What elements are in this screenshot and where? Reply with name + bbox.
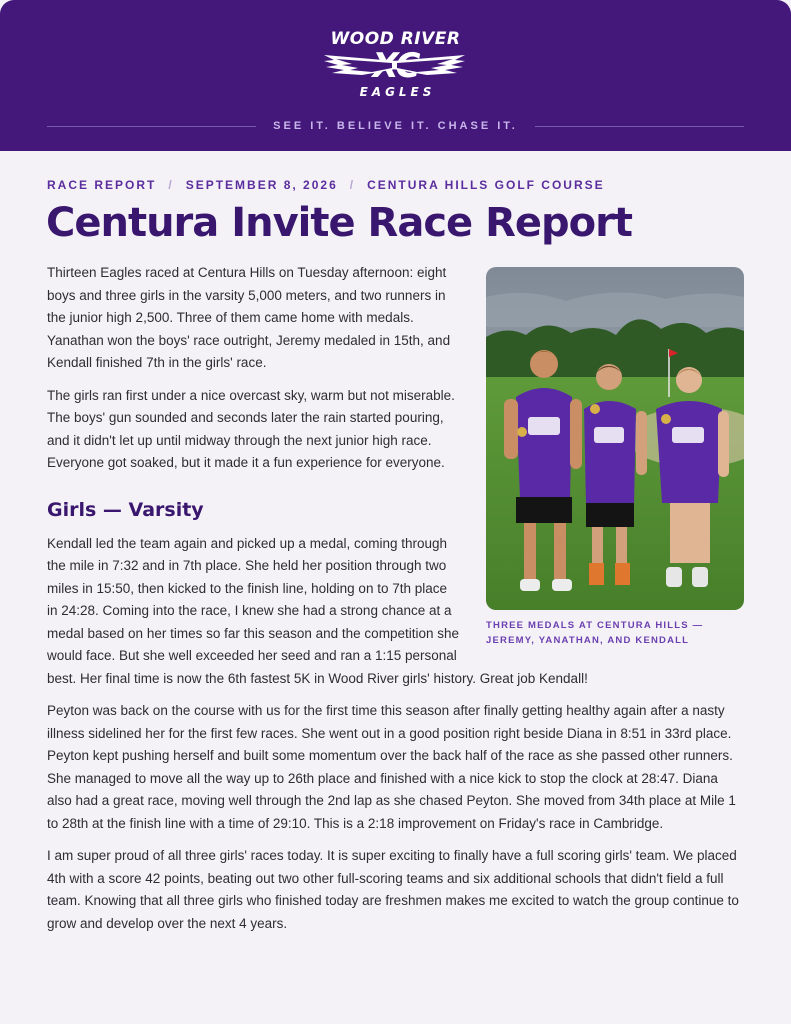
tagline-divider-right (535, 126, 744, 127)
intro-paragraph: The girls ran first under a nice overcast sky, warm but not miserable. The boys' gun sounded and seconds later the rain started pouring, and it didn't let up until midway through the next junior high race. Everyone got soaked, but it made it a fun experience for everyone. (47, 387, 455, 470)
logo-top-text: WOOD RIVER (330, 29, 461, 49)
team-photo[interactable] (486, 267, 744, 610)
meta-category: RACE REPORT (47, 178, 157, 192)
team-logo[interactable] (0, 30, 791, 99)
article-body (47, 262, 744, 945)
meta-separator: / (349, 178, 356, 192)
article-figure (486, 267, 744, 648)
tagline-row (47, 118, 744, 134)
left-wing-icon (322, 53, 396, 79)
meta-separator: / (168, 178, 174, 192)
meta-date: SEPTEMBER 8, 2026 (185, 178, 338, 192)
intro-paragraph: Thirteen Eagles raced at Centura Hills on Tuesday afternoon: eight boys and three girls in the varsity 5,000 meters, and two runners in the junior high 2,500. Three of them came home with medals. Yanathan won the boys' race outright, Jeremy medaled in 15th, and Kendall finished 7th in the girls' race. (47, 265, 451, 370)
page-title: Centura Invite Race Report (46, 200, 632, 246)
body-paragraph: Kendall led the team again and picked up a medal, coming through the mile in 7:32 and in 7th place. She held her position through two miles in 15:50, then kicked to the finish line, holding on to 7th place in 24:28. Coming into the race, I knew she had a strong chance at a medal based on her times so far this season and the competition she would face. But she well exceeded her seed and ran a 1:15 personal best. Her final time is now the 6th fastest 5K in Wood River girls' history. Great job Kendall! (47, 535, 588, 686)
logo-bottom-text: EAGLES (359, 85, 436, 99)
site-header (0, 0, 791, 151)
right-wing-icon (393, 53, 467, 79)
section-heading: Girls — Varsity (47, 498, 204, 521)
body-paragraph: Peyton was back on the course with us for the first time this season after finally getting healthy again after a nasty illness sidelined her for the first few races. She went out in a good position right beside Diana in 8:51 in 33rd place. Peyton kept pushing herself and built some momentum over the back half of the race as she passed other runners. She managed to move all the way up to 26th place and finished with a nice kick to stop the clock at 28:47. Diana also had a great race, moving well through the 2nd lap as she chased Peyton. She moved from 34th place at Mile 1 to 28th at the finish line with a time of 29:10. This is a 2:18 improvement on Friday's race in Cambridge. (47, 703, 736, 831)
body-paragraph: I am super proud of all three girls' races today. It is super exciting to finally have a full scoring girls' team. We placed 4th with a score 42 points, beating out two other full-scoring teams and six additional schools that didn't field a full team. Knowing that all three girls who finished today are freshmen makes me excited to watch the group continue to grow and develop over the next 4 years. (47, 848, 739, 931)
figure-caption: THREE MEDALS AT CENTURA HILLS — JEREMY, YANATHAN, AND KENDALL (486, 620, 704, 646)
article-meta (47, 178, 605, 192)
tagline: SEE IT. BELIEVE IT. CHASE IT. (273, 120, 518, 132)
meta-location: CENTURA HILLS GOLF COURSE (367, 178, 605, 192)
